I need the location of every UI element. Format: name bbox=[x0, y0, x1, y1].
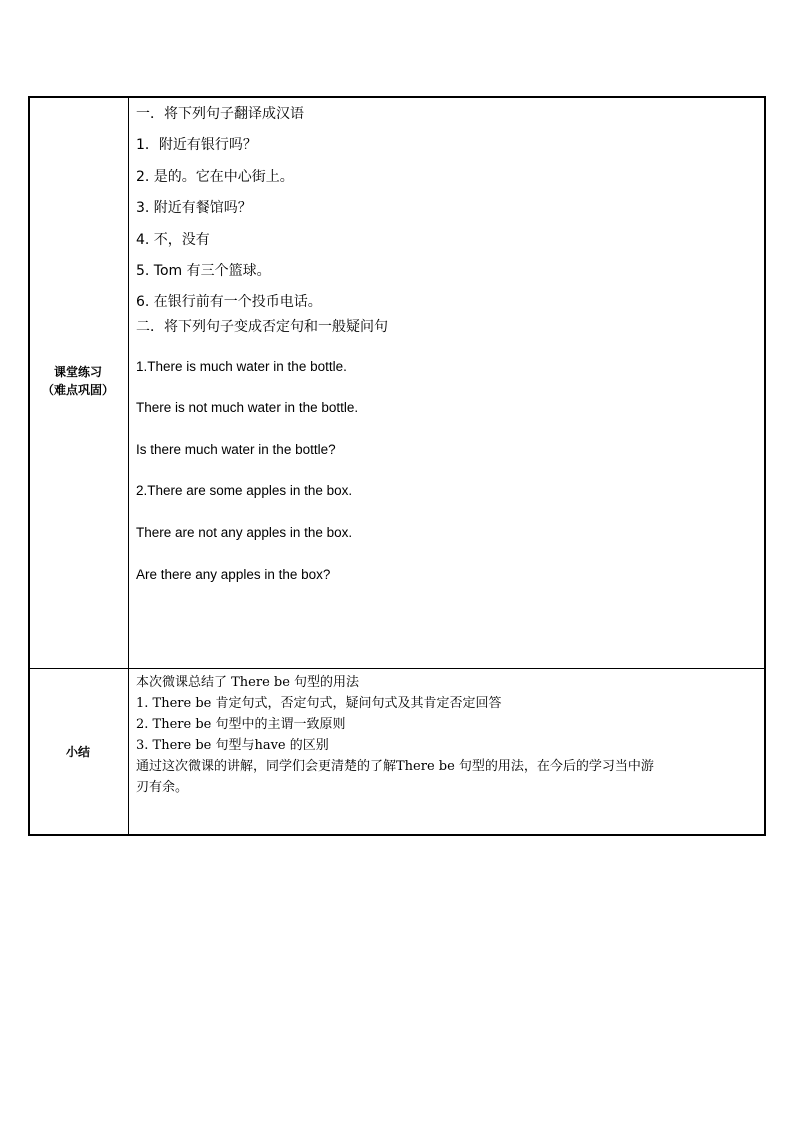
summary-line: 通过这次微课的讲解，同学们会更清楚的了解There be 句型的用法，在今后的学习当中游 bbox=[136, 759, 654, 774]
summary-line: 3. There be 句型与have 的区别 bbox=[136, 738, 329, 753]
part2-item: 2.There are some apples in the box. bbox=[136, 483, 353, 498]
table-right-border bbox=[764, 96, 766, 836]
part1-item: 5. Tom 有三个篮球。 bbox=[136, 263, 271, 279]
part1-item: 3. 附近有餐馆吗？ bbox=[136, 200, 252, 216]
part2-item: There is not much water in the bottle. bbox=[136, 400, 359, 415]
part1-heading: 一．将下列句子翻译成汉语 bbox=[136, 106, 304, 122]
part2-heading: 二．将下列句子变成否定句和一般疑问句 bbox=[136, 319, 388, 335]
summary-line: 刃有余。 bbox=[136, 780, 189, 795]
lesson-table bbox=[28, 96, 766, 836]
part2-item: Is there much water in the bottle? bbox=[136, 442, 336, 457]
summary-label: 小结 bbox=[65, 745, 90, 759]
row-divider bbox=[28, 668, 766, 669]
part2-item: 1.There is much water in the bottle. bbox=[136, 359, 347, 374]
summary-line: 1. There be 肯定句式，否定句式，疑问句式及其肯定否定回答 bbox=[136, 696, 502, 711]
part1-item: 4. 不，没有 bbox=[136, 232, 210, 248]
table-bottom-border bbox=[28, 834, 766, 836]
part1-item: 6. 在银行前有一个投币电话。 bbox=[136, 294, 322, 310]
table-top-border bbox=[28, 96, 766, 98]
part1-item: 1．附近有银行吗？ bbox=[136, 137, 257, 153]
part1-item: 2. 是的。它在中心街上。 bbox=[136, 169, 294, 185]
practice-label bbox=[28, 363, 128, 399]
part2-item: There are not any apples in the box. bbox=[136, 525, 353, 540]
summary-line: 本次微课总结了 There be 句型的用法 bbox=[136, 675, 360, 690]
part2-item: Are there any apples in the box? bbox=[136, 567, 331, 582]
practice-label-line2: （难点巩固） bbox=[41, 383, 114, 397]
table-left-border bbox=[28, 96, 30, 836]
practice-label-line1: 课堂练习 bbox=[53, 365, 102, 379]
column-divider bbox=[128, 96, 129, 836]
summary-line: 2. There be 句型中的主谓一致原则 bbox=[136, 717, 346, 732]
